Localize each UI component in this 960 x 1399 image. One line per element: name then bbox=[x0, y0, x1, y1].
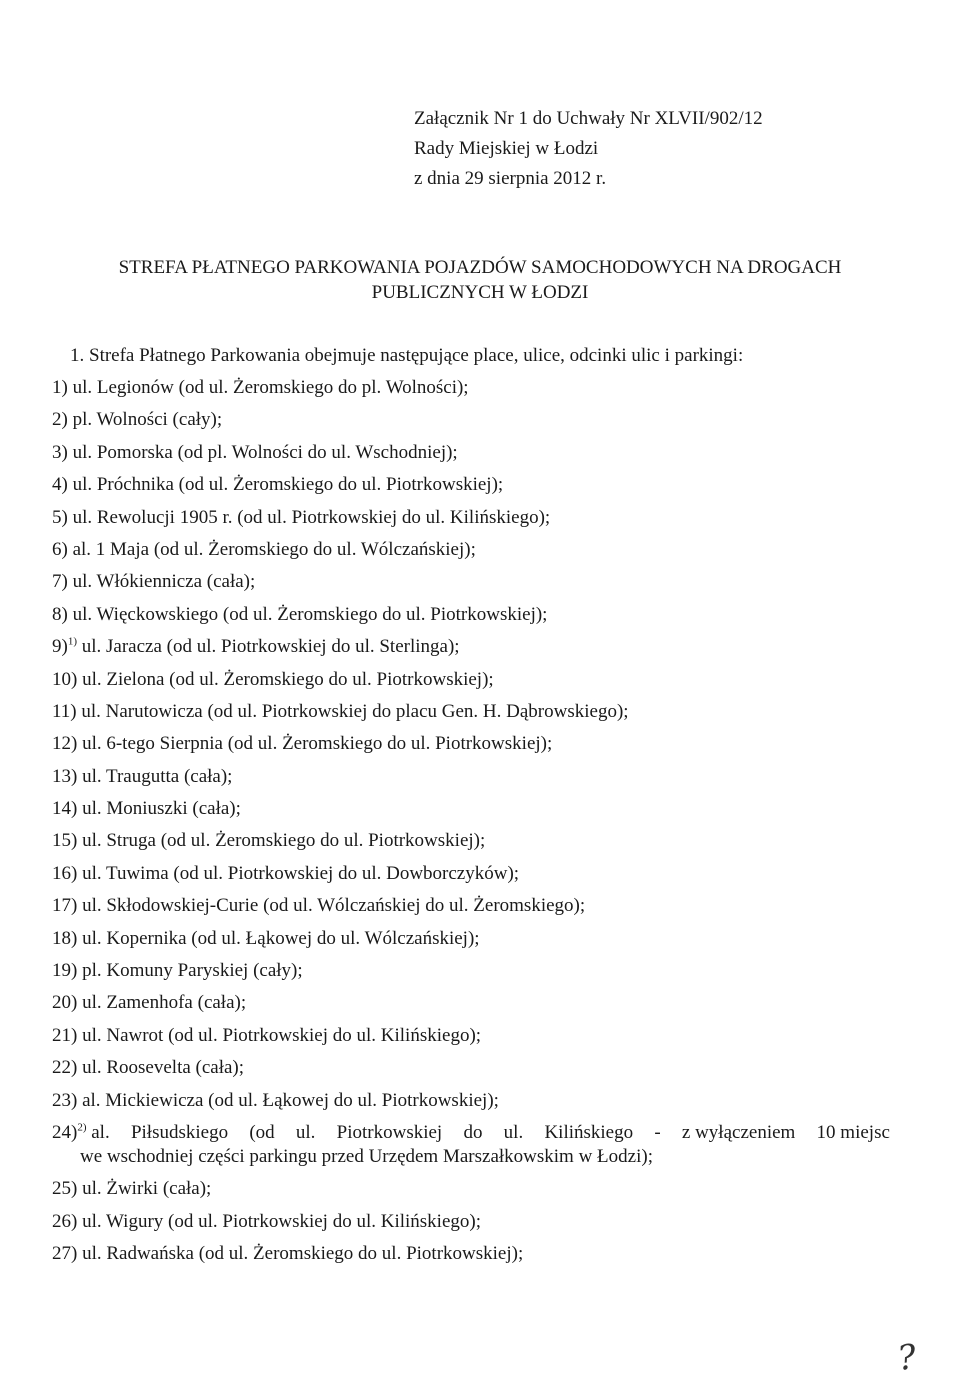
list-item-number bbox=[52, 1121, 110, 1145]
list-item-word: z wyłączeniem bbox=[681, 1121, 796, 1143]
list-item-number: 23) bbox=[52, 1089, 78, 1111]
list-item bbox=[52, 635, 892, 659]
list-item-word: Piłsudskiego bbox=[130, 1121, 229, 1143]
list-item bbox=[52, 700, 892, 724]
list-item-text: ul. Skłodowskiej-Curie (od ul. Wólczańskiej do ul. Żeromskiego); bbox=[82, 895, 586, 917]
list-item-number: 14) bbox=[52, 798, 78, 820]
list-item bbox=[52, 829, 892, 853]
footnote-marker: 1) bbox=[67, 635, 77, 648]
list-item-word: do bbox=[463, 1121, 483, 1143]
list-item bbox=[52, 538, 892, 562]
list-item-number: 10) bbox=[52, 668, 78, 690]
list-item-number: 16) bbox=[52, 862, 78, 884]
list-item-text: ul. Radwańska (od ul. Żeromskiego do ul. Piotrkowskiej); bbox=[82, 1243, 524, 1265]
list-item bbox=[52, 732, 892, 756]
list-item bbox=[52, 408, 892, 432]
intro-paragraph: 1. Strefa Płatnego Parkowania obejmuje następujące place, ulice, odcinki ulic i parkingi: bbox=[70, 345, 744, 366]
list-item bbox=[52, 862, 892, 886]
list-item bbox=[52, 1089, 892, 1113]
list-item-text: ul. Nawrot (od ul. Piotrkowskiej do ul. Kilińskiego); bbox=[82, 1024, 482, 1046]
list-item-number: 8) bbox=[52, 603, 68, 625]
list-item-first-line bbox=[52, 1121, 890, 1145]
list-item-number: 7) bbox=[52, 571, 68, 593]
list-item-number: 6) bbox=[52, 538, 68, 560]
list-item bbox=[52, 603, 892, 627]
list-item-text: ul. Rewolucji 1905 r. (od ul. Piotrkowskiej do ul. Kilińskiego); bbox=[72, 506, 551, 528]
list-item-number: 11) bbox=[52, 700, 77, 722]
list-item-number: 3) bbox=[52, 441, 68, 463]
list-item-word: ul. bbox=[295, 1121, 316, 1143]
list-item-text: ul. Wigury (od ul. Piotrkowskiej do ul. Kilińskiego); bbox=[82, 1210, 482, 1232]
list-item-text: ul. Roosevelta (cała); bbox=[82, 1057, 245, 1079]
list-item-word: Kilińskiego bbox=[544, 1121, 634, 1143]
list-item-number: 17) bbox=[52, 895, 78, 917]
list-item-text: pl. Wolności (cały); bbox=[72, 409, 223, 431]
list-item-number: 13) bbox=[52, 765, 78, 787]
list-item-word: (od bbox=[249, 1121, 275, 1143]
title-line-1: STREFA PŁATNEGO PARKOWANIA POJAZDÓW SAMOCHODOWYCH NA DROGACH bbox=[118, 257, 842, 278]
list-item bbox=[52, 765, 892, 789]
list-item bbox=[52, 570, 892, 594]
list-item bbox=[52, 1024, 892, 1048]
list-item-text: al. 1 Maja (od ul. Żeromskiego do ul. Wólczańskiej); bbox=[72, 538, 476, 560]
list-item-number: 22) bbox=[52, 1057, 78, 1079]
footnote-marker: 2) bbox=[77, 1121, 87, 1134]
list-item-word: - bbox=[654, 1121, 661, 1143]
header-date-line: z dnia 29 sierpnia 2012 r. bbox=[414, 168, 607, 189]
list-item-number: 20) bbox=[52, 992, 78, 1014]
list-item bbox=[52, 376, 892, 400]
list-item bbox=[52, 991, 892, 1015]
list-item-continuation: we wschodniej części parkingu przed Urzędem Marszałkowskim w Łodzi); bbox=[80, 1145, 653, 1167]
list-item-number: 9) bbox=[52, 636, 68, 658]
list-item bbox=[52, 1210, 892, 1234]
list-item-number: 18) bbox=[52, 927, 78, 949]
list-item bbox=[52, 1056, 892, 1080]
list-item-text: ul. 6-tego Sierpnia (od ul. Żeromskiego do ul. Piotrkowskiej); bbox=[82, 733, 553, 755]
list-item bbox=[52, 959, 892, 983]
list-item-text: ul. Włókiennicza (cała); bbox=[72, 571, 256, 593]
list-item-number: 19) bbox=[52, 960, 78, 982]
handwritten-initials: ? bbox=[895, 1336, 919, 1380]
list-item-number: 27) bbox=[52, 1243, 78, 1265]
list-item bbox=[52, 506, 892, 530]
list-item-number: 15) bbox=[52, 830, 78, 852]
list-item-text: ul. Tuwima (od ul. Piotrkowskiej do ul. Dowborczyków); bbox=[82, 862, 520, 884]
list-item-number: 2) bbox=[52, 409, 68, 431]
header-attachment-line: Załącznik Nr 1 do Uchwały Nr XLVII/902/12 bbox=[414, 108, 763, 129]
header-council-line: Rady Miejskiej w Łodzi bbox=[414, 138, 599, 159]
list-item-text: ul. Legionów (od ul. Żeromskiego do pl. Wolności); bbox=[72, 377, 469, 398]
list-item-number: 21) bbox=[52, 1024, 78, 1046]
list-item-text: ul. Zamenhofa (cała); bbox=[82, 992, 247, 1014]
list-item-text: ul. Jaracza (od ul. Piotrkowskiej do ul. Sterlinga); bbox=[81, 636, 460, 658]
list-item bbox=[52, 927, 892, 951]
list-item-text: ul. Pomorska (od pl. Wolności do ul. Wschodniej); bbox=[72, 441, 458, 463]
list-item-number-text: 24) bbox=[52, 1121, 78, 1143]
list-item-text: ul. Traugutta (cała); bbox=[82, 765, 233, 787]
list-item-number: 25) bbox=[52, 1178, 78, 1200]
list-item-text: pl. Komuny Paryskiej (cały); bbox=[82, 960, 303, 982]
list-item-text: ul. Żwirki (cała); bbox=[82, 1178, 212, 1200]
list-item-text: ul. Struga (od ul. Żeromskiego do ul. Piotrkowskiej); bbox=[82, 830, 486, 852]
list-item-word: 10 miejsc bbox=[816, 1121, 890, 1143]
title-line-2: PUBLICZNYCH W ŁODZI bbox=[371, 282, 589, 303]
list-item-word: al. bbox=[91, 1121, 110, 1143]
list-item bbox=[52, 1242, 892, 1266]
list-item-number: 12) bbox=[52, 733, 78, 755]
list-item-text: ul. Kopernika (od ul. Łąkowej do ul. Wólczańskiej); bbox=[82, 927, 480, 949]
list-item-number: 5) bbox=[52, 506, 68, 528]
list-item bbox=[52, 797, 892, 821]
list-item bbox=[52, 473, 892, 497]
document-title bbox=[40, 255, 920, 305]
list-item bbox=[52, 441, 892, 465]
list-item-word: ul. bbox=[503, 1121, 524, 1143]
list-item-text: ul. Moniuszki (cała); bbox=[82, 798, 241, 820]
list-item-number: 1) bbox=[52, 377, 68, 398]
list-item bbox=[52, 894, 892, 918]
list-item-text: ul. Próchnika (od ul. Żeromskiego do ul. Piotrkowskiej); bbox=[72, 474, 504, 496]
list-item bbox=[52, 1177, 892, 1201]
street-list bbox=[52, 376, 892, 1275]
list-item-word: Piotrkowskiej bbox=[336, 1121, 443, 1143]
list-item-text: ul. Więckowskiego (od ul. Żeromskiego do ul. Piotrkowskiej); bbox=[72, 603, 548, 625]
document-header bbox=[414, 104, 763, 194]
list-item-number: 26) bbox=[52, 1210, 78, 1232]
list-item bbox=[52, 668, 892, 692]
list-item bbox=[52, 1121, 892, 1169]
list-item-text: al. Mickiewicza (od ul. Łąkowej do ul. Piotrkowskiej); bbox=[82, 1089, 499, 1111]
list-item-text: ul. Zielona (od ul. Żeromskiego do ul. Piotrkowskiej); bbox=[82, 668, 494, 690]
list-item-text: ul. Narutowicza (od ul. Piotrkowskiej do placu Gen. H. Dąbrowskiego); bbox=[81, 700, 629, 722]
list-item-number: 4) bbox=[52, 474, 68, 496]
